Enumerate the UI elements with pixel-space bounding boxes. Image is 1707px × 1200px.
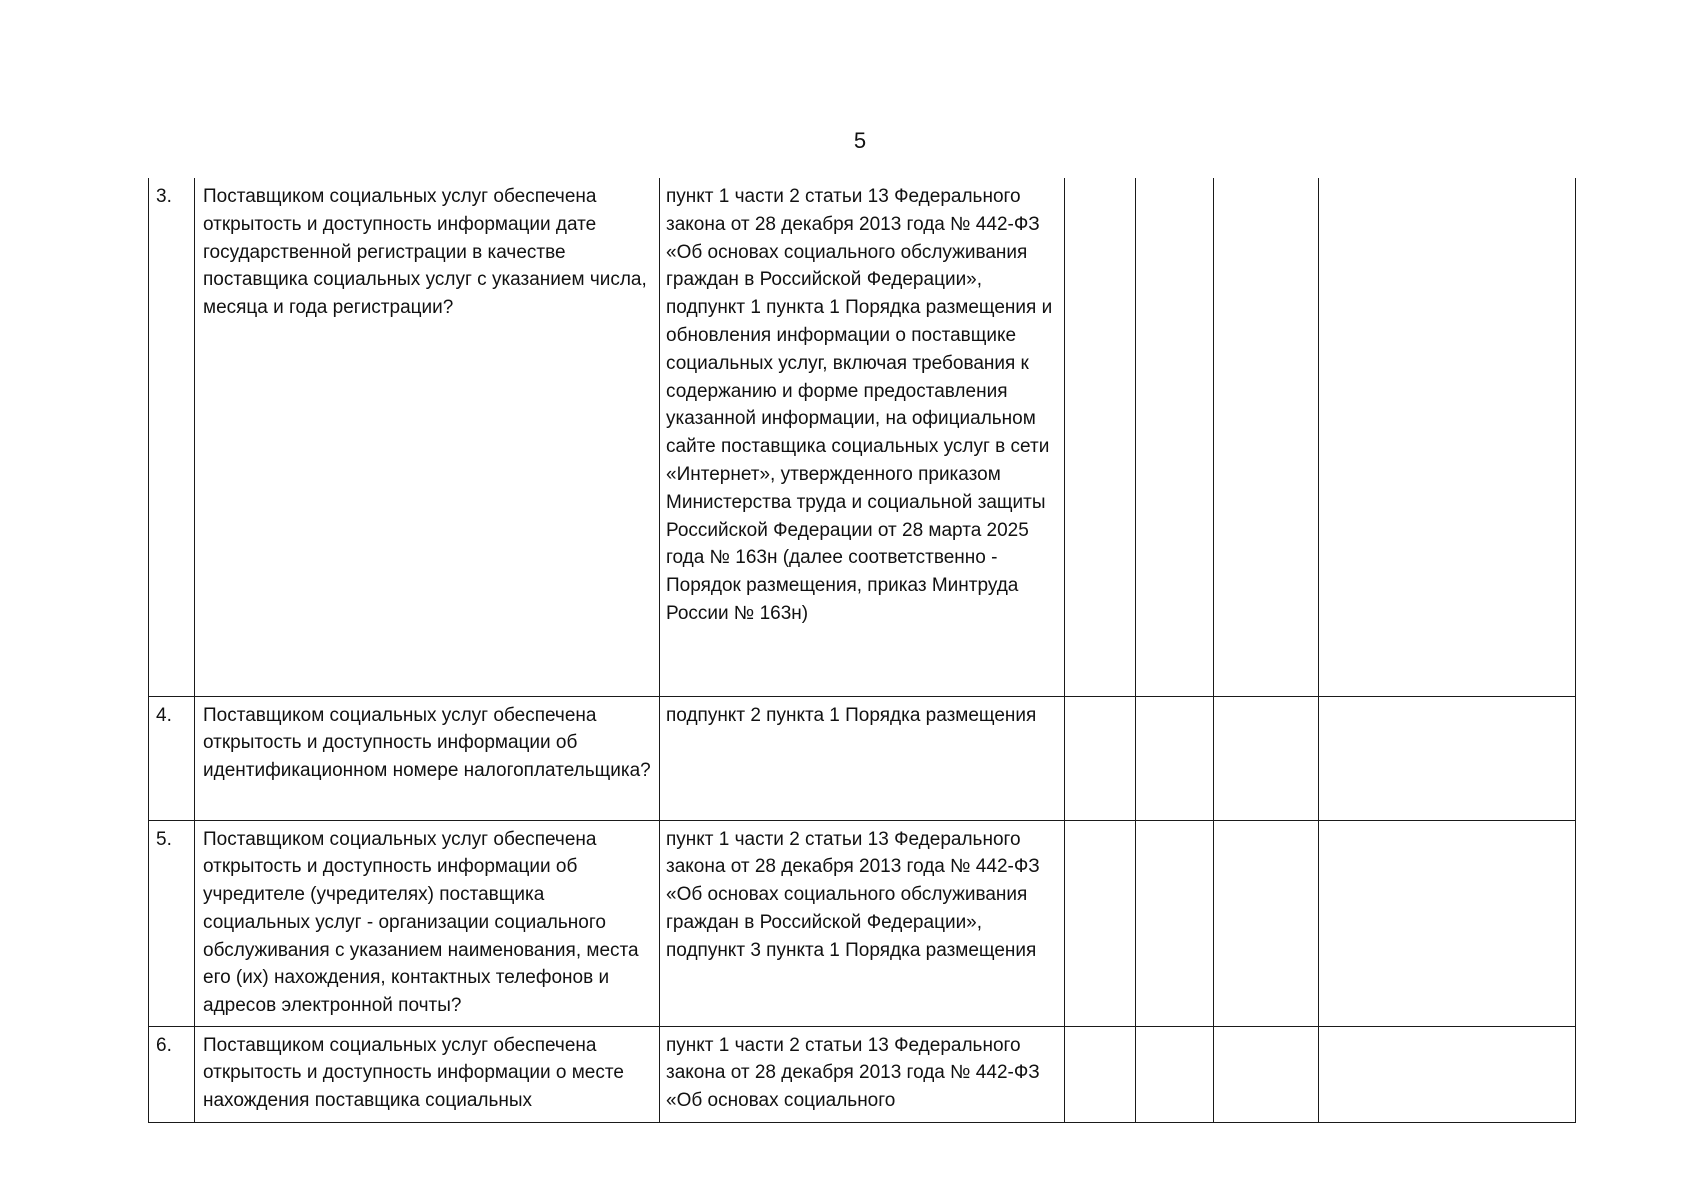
table-row <box>149 696 1576 820</box>
not-applicable-cell <box>1214 820 1319 1026</box>
checklist-table <box>148 178 1576 1123</box>
table-row <box>149 820 1576 1026</box>
legal-reference: подпункт 2 пункта 1 Порядка размещения <box>660 696 1065 820</box>
answer-yes-cell <box>1065 820 1136 1026</box>
legal-reference: пункт 1 части 2 статьи 13 Федерального закона от 28 декабря 2013 года № 442-ФЗ «Об основах социального обслуживания граждан в Российской Федерации», подпункт 3 пункта 1 Порядка размещения <box>660 820 1065 1026</box>
answer-no-cell <box>1136 178 1214 696</box>
requirement-question: Поставщиком социальных услуг обеспечена открытость и доступность информации дате государственной регистрации в качестве поставщика социальных услуг с указанием числа, месяца и года регистрации? <box>195 178 660 696</box>
not-applicable-cell <box>1214 178 1319 696</box>
not-applicable-cell <box>1214 1026 1319 1122</box>
answer-no-cell <box>1136 820 1214 1026</box>
table-row <box>149 1026 1576 1122</box>
not-applicable-cell <box>1214 696 1319 820</box>
requirement-question: Поставщиком социальных услуг обеспечена открытость и доступность информации об идентификационном номере налогоплательщика? <box>195 696 660 820</box>
page-number: 5 <box>853 128 867 153</box>
row-number: 4. <box>149 696 195 820</box>
notes-cell <box>1319 696 1576 820</box>
row-number: 3. <box>149 178 195 696</box>
notes-cell <box>1319 1026 1576 1122</box>
answer-yes-cell <box>1065 1026 1136 1122</box>
requirement-question: Поставщиком социальных услуг обеспечена открытость и доступность информации о месте нахождения поставщика социальных <box>195 1026 660 1122</box>
notes-cell <box>1319 178 1576 696</box>
legal-reference: пункт 1 части 2 статьи 13 Федерального закона от 28 декабря 2013 года № 442-ФЗ «Об основах социального обслуживания граждан в Российской Федерации», подпункт 1 пункта 1 Порядка размещения и обновления информации о поставщике социальных услуг, включая требования к содержанию и форме предоставления указанной информации, на официальном сайте поставщика социальных услуг в сети «Интернет», утвержденного приказом Министерства труда и социальной защиты Российской Федерации от 28 марта 2025 года № 163н (далее соответственно - Порядок размещения, приказ Минтруда России № 163н) <box>660 178 1065 696</box>
row-number: 5. <box>149 820 195 1026</box>
notes-cell <box>1319 820 1576 1026</box>
requirement-question: Поставщиком социальных услуг обеспечена открытость и доступность информации об учредителе (учредителях) поставщика социальных услуг - организации социального обслуживания с указанием наименования, места его (их) нахождения, контактных телефонов и адресов электронной почты? <box>195 820 660 1026</box>
answer-yes-cell <box>1065 696 1136 820</box>
table-row <box>149 178 1576 696</box>
answer-yes-cell <box>1065 178 1136 696</box>
answer-no-cell <box>1136 1026 1214 1122</box>
answer-no-cell <box>1136 696 1214 820</box>
row-number: 6. <box>149 1026 195 1122</box>
legal-reference: пункт 1 части 2 статьи 13 Федерального закона от 28 декабря 2013 года № 442-ФЗ «Об основах социального <box>660 1026 1065 1122</box>
